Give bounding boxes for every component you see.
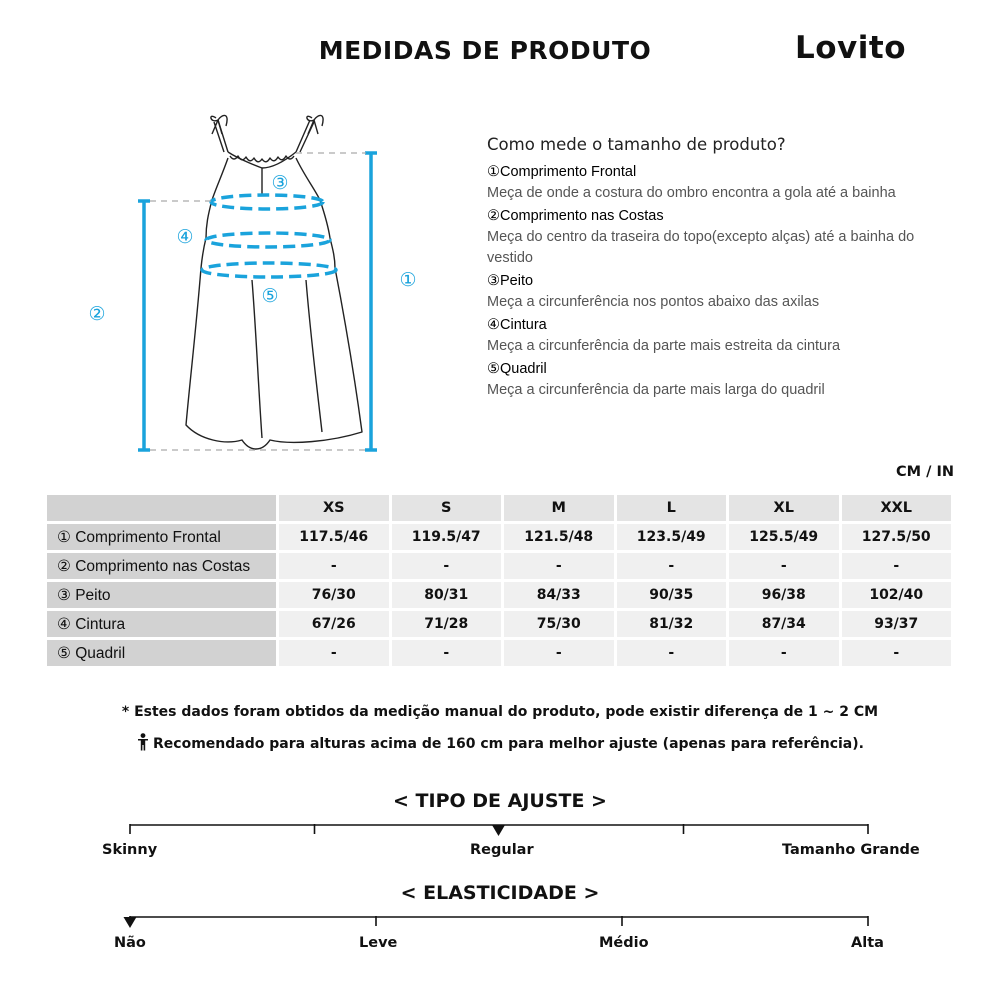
table-cell: - — [392, 553, 502, 579]
table-cell: 96/38 — [729, 582, 839, 608]
size-header: L — [617, 495, 727, 521]
instructions-question: Como mede o tamanho de produto? — [487, 135, 786, 154]
table-corner-cell — [47, 495, 276, 521]
marker-waist: ④ — [176, 226, 194, 248]
instruction-desc: Meça a circunferência da parte mais estreita da cintura — [487, 338, 841, 354]
table-cell: - — [504, 640, 614, 666]
marker-front-length: ① — [399, 269, 417, 291]
instruction-name: ①Comprimento Frontal — [487, 164, 637, 180]
table-cell: 102/40 — [842, 582, 952, 608]
hip-measure-line — [202, 263, 336, 277]
table-cell: - — [279, 553, 389, 579]
size-header: XXL — [842, 495, 952, 521]
table-cell: 80/31 — [392, 582, 502, 608]
table-cell: 119.5/47 — [392, 524, 502, 550]
disclaimer-note: * Estes dados foram obtidos da medição manual do produto, pode existir diferença de 1 ~ 2 CM — [121, 704, 879, 720]
table-cell: 87/34 — [729, 611, 839, 637]
table-cell: - — [392, 640, 502, 666]
table-row — [47, 611, 951, 637]
measure-instructions — [487, 135, 947, 403]
marker-back-length: ② — [88, 303, 106, 325]
marker-hip: ⑤ — [261, 285, 279, 307]
elasticity-selected-marker — [124, 917, 137, 928]
table-cell: 90/35 — [617, 582, 727, 608]
fit-selected-marker — [492, 825, 505, 836]
fit-label-skinny: Skinny — [102, 842, 158, 858]
table-row — [47, 524, 951, 550]
table-cell: - — [729, 640, 839, 666]
fit-type-title: < TIPO DE AJUSTE > — [393, 790, 607, 812]
instruction-name: ③Peito — [487, 273, 534, 289]
height-recommendation — [0, 733, 1000, 752]
fit-label-large: Tamanho Grande — [782, 842, 920, 858]
size-header: S — [392, 495, 502, 521]
table-cell: - — [279, 640, 389, 666]
row-label: ③ Peito — [47, 582, 276, 608]
instruction-item — [487, 359, 947, 401]
table-cell: 71/28 — [392, 611, 502, 637]
fit-label-regular: Regular — [470, 842, 534, 858]
table-cell: 127.5/50 — [842, 524, 952, 550]
chest-measure-line — [211, 195, 323, 209]
table-cell: 76/30 — [279, 582, 389, 608]
table-cell: 67/26 — [279, 611, 389, 637]
size-table — [44, 492, 954, 669]
instruction-desc: Meça de onde a costura do ombro encontra a gola até a bainha — [487, 185, 896, 201]
elasticity-label-light: Leve — [359, 935, 398, 951]
marker-chest: ③ — [271, 172, 289, 194]
instruction-name: ②Comprimento nas Costas — [487, 208, 664, 224]
elasticity-label-none: Não — [114, 935, 146, 951]
table-row — [47, 640, 951, 666]
elasticity-label-medium: Médio — [599, 935, 649, 951]
person-icon — [136, 733, 150, 751]
instruction-item — [487, 271, 947, 313]
size-header: M — [504, 495, 614, 521]
table-cell: 75/30 — [504, 611, 614, 637]
dress-outline-icon — [186, 115, 362, 449]
instruction-name: ⑤Quadril — [487, 361, 547, 377]
table-header-row — [47, 495, 951, 521]
table-cell: - — [617, 553, 727, 579]
guide-lines — [150, 153, 366, 450]
waist-measure-line — [206, 233, 330, 247]
table-cell: 121.5/48 — [504, 524, 614, 550]
table-cell: - — [729, 553, 839, 579]
size-header: XS — [279, 495, 389, 521]
row-label: ① Comprimento Frontal — [47, 524, 276, 550]
elasticity-scale — [120, 912, 880, 936]
page-title: MEDIDAS DE PRODUTO — [318, 36, 652, 65]
row-label: ⑤ Quadril — [47, 640, 276, 666]
instruction-item — [487, 162, 947, 204]
table-cell: 117.5/46 — [279, 524, 389, 550]
units-label: CM / IN — [896, 464, 954, 480]
instruction-item — [487, 315, 947, 357]
table-cell: - — [504, 553, 614, 579]
brand-logo: Lovito — [795, 30, 907, 66]
table-row — [47, 553, 951, 579]
instruction-desc: Meça a circunferência nos pontos abaixo das axilas — [487, 294, 820, 310]
recommendation-text: Recomendado para alturas acima de 160 cm para melhor ajuste (apenas para referência). — [153, 736, 864, 752]
elasticity-title: < ELASTICIDADE > — [400, 882, 600, 904]
dress-diagram — [80, 105, 440, 465]
table-cell: - — [842, 553, 952, 579]
table-cell: 123.5/49 — [617, 524, 727, 550]
row-label: ④ Cintura — [47, 611, 276, 637]
size-header: XL — [729, 495, 839, 521]
instruction-name: ④Cintura — [487, 317, 547, 333]
table-row — [47, 582, 951, 608]
table-cell: 81/32 — [617, 611, 727, 637]
table-cell: 84/33 — [504, 582, 614, 608]
instruction-item — [487, 206, 947, 269]
instruction-desc: Meça do centro da traseira do topo(excepto alças) até a bainha do vestido — [487, 229, 915, 266]
table-cell: - — [617, 640, 727, 666]
elasticity-label-high: Alta — [851, 935, 884, 951]
table-cell: - — [842, 640, 952, 666]
fit-type-scale — [120, 818, 880, 842]
table-cell: 93/37 — [842, 611, 952, 637]
table-cell: 125.5/49 — [729, 524, 839, 550]
instruction-desc: Meça a circunferência da parte mais larga do quadril — [487, 382, 825, 398]
row-label: ② Comprimento nas Costas — [47, 553, 276, 579]
